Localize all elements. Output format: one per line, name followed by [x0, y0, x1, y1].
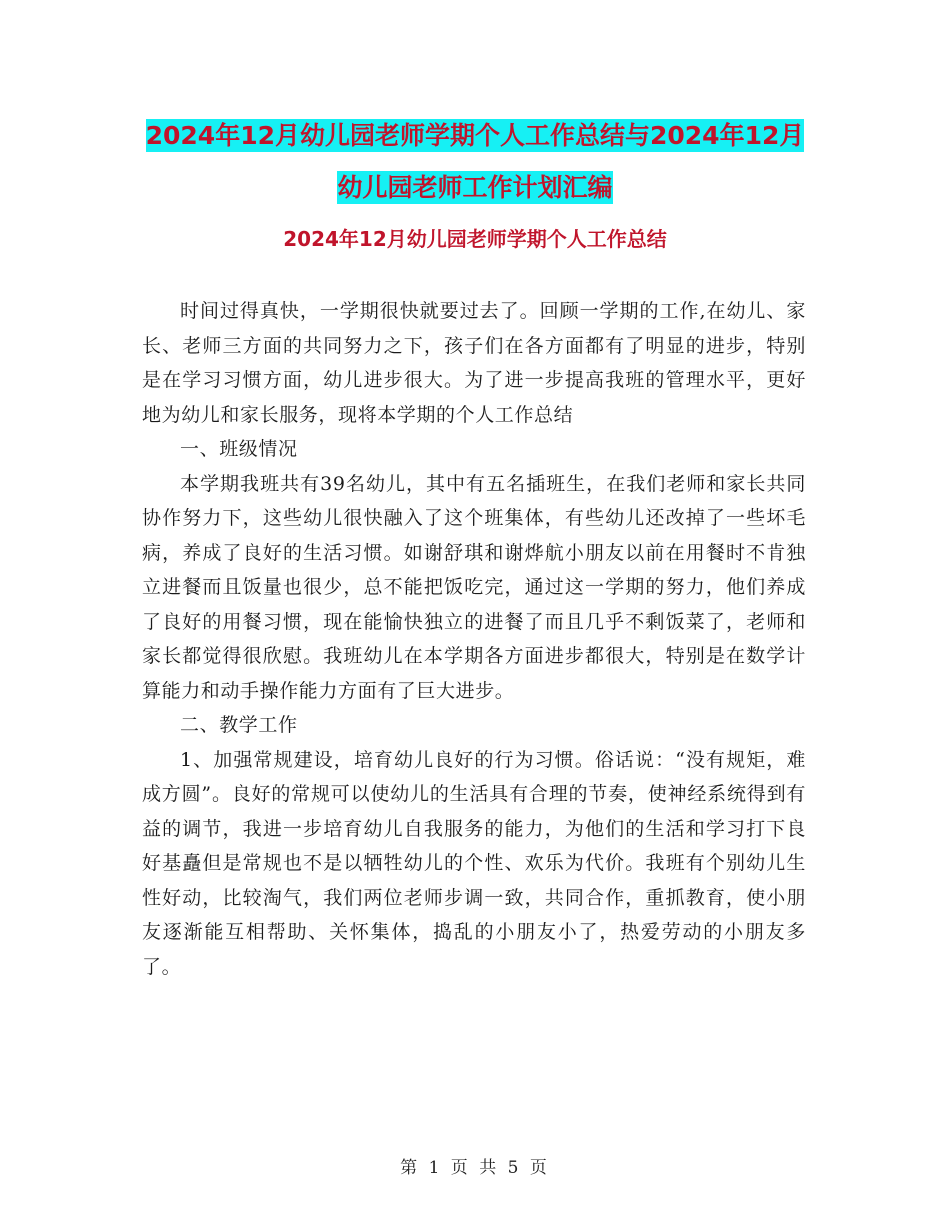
paragraph-teaching-work: 1、加强常规建设，培育幼儿良好的行为习惯。俗话说：“没有规矩，难成方圆”。良好的常规可以使幼儿的生活具有合理的节奏，使神经系统得到有益的调节，我进一步培育幼儿自我服务的能力，为他们的生活和学习打下良好基矗但是常规也不是以牺牲幼儿的个性、欢乐为代价。我班有个别幼儿生性好动，比较淘气，我们两位老师步调一致，共同合作，重抓教育，使小朋友逐渐能互相帮助、关怀集体，捣乱的小朋友小了，热爱劳动的小朋友多了。 — [142, 748, 806, 978]
heading-class-situation: 一、班级情况 — [180, 438, 298, 460]
document-title-text: 2024年12月幼儿园老师学期个人工作总结与2024年12月幼儿园老师工作计划汇编 — [145, 121, 805, 202]
document-body — [142, 294, 806, 984]
page-number-footer: 第 1 页 共 5 页 — [400, 1158, 550, 1178]
document-title — [140, 110, 810, 214]
paragraph-intro: 时间过得真快，一学期很快就要过去了。回顾一学期的工作,在幼儿、家长、老师三方面的共同努力之下，孩子们在各方面都有了明显的进步，特别是在学习习惯方面，幼儿进步很大。为了进一步提高我班的管理水平，更好地为幼儿和家长服务，现将本学期的个人工作总结 — [142, 300, 806, 426]
heading-teaching-work: 二、教学工作 — [180, 714, 298, 736]
section-title: 2024年12月幼儿园老师学期个人工作总结 — [283, 227, 667, 251]
paragraph-class-situation: 本学期我班共有39名幼儿，其中有五名插班生，在我们老师和家长共同协作努力下，这些幼儿很快融入了这个班集体，有些幼儿还改掉了一些坏毛病，养成了良好的生活习惯。如谢舒琪和谢烨航小朋友以前在用餐时不肯独立进餐而且饭量也很少，总不能把饭吃完，通过这一学期的努力，他们养成了良好的用餐习惯，现在能愉快独立的进餐了而且几乎不剩饭菜了，老师和家长都觉得很欣慰。我班幼儿在本学期各方面进步都很大，特别是在数学计算能力和动手操作能力方面有了巨大进步。 — [142, 472, 806, 702]
